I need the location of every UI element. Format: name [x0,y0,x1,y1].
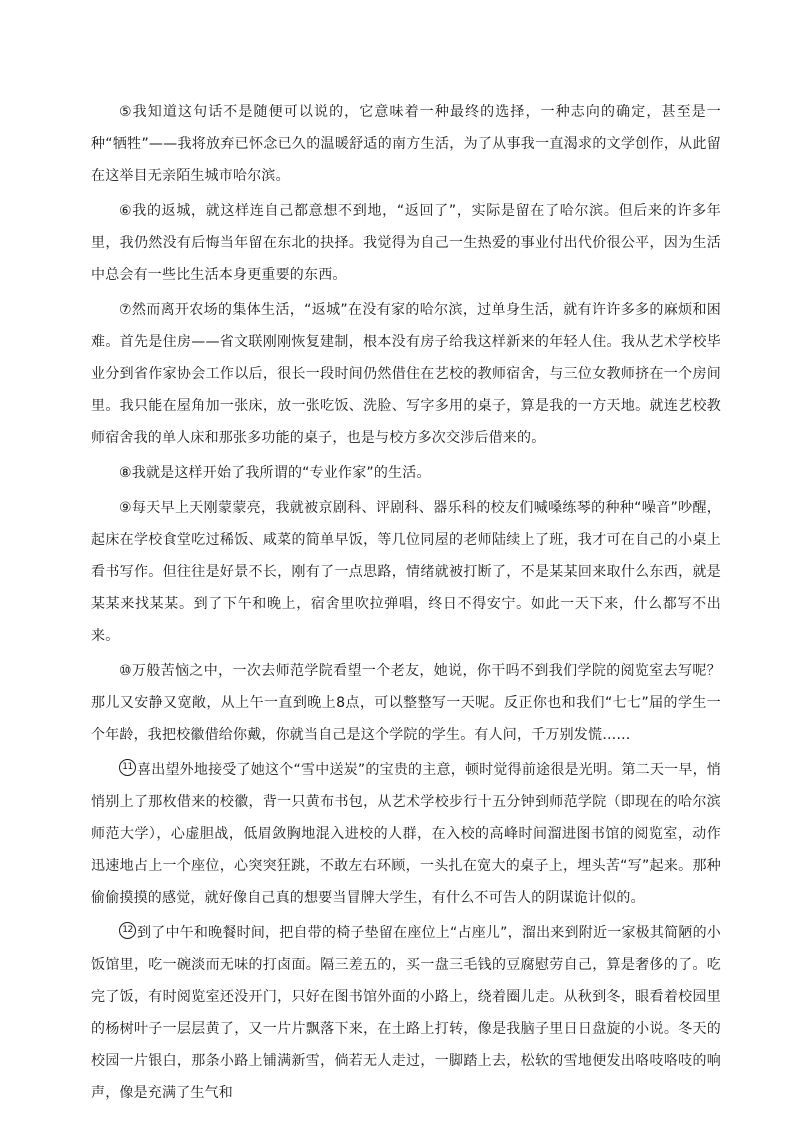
paragraph-9: ⑨每天早上天刚蒙蒙亮，我就被京剧科、评剧科、器乐科的校友们喊嗓练琴的种种“噪音”吵醒，起床在学校食堂吃过稀饭、咸菜的简单早饭，等几位同屋的老师陆续上了班，我才可在自己的小桌上看书写作。但往往是好景不长，刚有了一点思路，情绪就被打断了，不是某某回来取什么东西，就是某某来找某某。到了下午和晚上，宿舍里吹拉弹唱，终日不得安宁。如此一天下来，什么都写不出来。 [91,500,721,644]
paragraph-7: ⑦然而离开农场的集体生活，“返城”在没有家的哈尔滨，过单身生活，就有许许多多的麻烦和困难。首先是住房——省文联刚刚恢复建制，根本没有房子给我这样新来的年轻人住。我从艺术学校毕业分到省作家协会工作以后，很长一段时间仍然借住在艺校的教师宿舍，与三位女教师挤在一个房间里。我只能在屋角加一张床，放一张吃饭、洗脸、写字多用的桌子，算是我的一方天地。就连艺校教师宿舍我的单人床和那张多功能的桌子，也是与校方多次交涉后借来的。 [91,302,721,446]
paragraph-8: ⑧我就是这样开始了我所谓的“专业作家”的生活。 [119,465,431,481]
article-body [91,96,721,1112]
paragraph-5: ⑤我知道这句话不是随便可以说的，它意味着一种最终的选择，一种志向的确定，甚至是一种“牺牲”——我将放弃已怀念已久的温暖舒适的南方生活，为了从事我一直渴求的文学创作，从此留在这举目无亲陌生城市哈尔滨。 [91,104,721,184]
paragraph-12-text: 到了中午和晚餐时间，把自带的椅子垫留在座位上“占座儿”，溜出来到附近一家极其简陋的小饭馆里，吃一碗淡而无味的打卤面。隔三差五的，买一盘三毛钱的豆腐慰劳自己，算是奢侈的了。吃完了饭，有时阅览室还没开门，只好在图书馆外面的小路上，绕着圈儿走。从秋到冬，眼看着校园里的杨树叶子一层层黄了，又一片片飘落下来，在土路上打转，像是我脑子里日日盘旋的小说。冬天的校园一片银白，那条小路上铺满新雪，倘若无人走过，一脚踏上去，松软的雪地便发出咯吱咯吱的响声，像是充满了生气和 [91,925,721,1101]
paragraph-number-11: 11 [119,759,136,776]
paragraph-10: ⑩万般苦恼之中，一次去师范学院看望一个老友，她说，你干吗不到我们学院的阅览室去写呢？那儿又安静又宽敞，从上午一直到晚上8点，可以整整写一天呢。反正你也和我们“七七”届的学生一个年龄，我把校徽借给你戴，你就当自己是这个学院的学生。有人问，千万别发慌…… [91,663,721,743]
paragraph-number-12: 12 [119,922,136,939]
paragraph-11 [91,754,721,914]
paragraph-6: ⑥我的返城，就这样连自己都意想不到地，“返回了”，实际是留在了哈尔滨。但后来的许多年里，我仍然没有后悔当年留在东北的抉择。我觉得为自己一生热爱的事业付出代价很公平，因为生活中总会有一些比生活本身更重要的东西。 [91,203,721,283]
paragraph-12 [91,917,721,1109]
paragraph-11-text: 喜出望外地接受了她这个“雪中送炭”的宝贵的主意，顿时觉得前途很是光明。第二天一早，悄悄别上了那枚借来的校徽，背一只黄布书包，从艺术学校步行十五分钟到师范学院（即现在的哈尔滨师范大学），心虚胆战，低眉敛胸地混入进校的人群，在入校的高峰时间溜进图书馆的阅览室，动作迅速地占上一个座位，心突突狂跳，不敢左右环顾，一头扎在宽大的桌子上，埋头苦“写”起来。那种偷偷摸摸的感觉，就好像自己真的想要当冒牌大学生，有什么不可告人的阴谋诡计似的。 [91,762,721,906]
